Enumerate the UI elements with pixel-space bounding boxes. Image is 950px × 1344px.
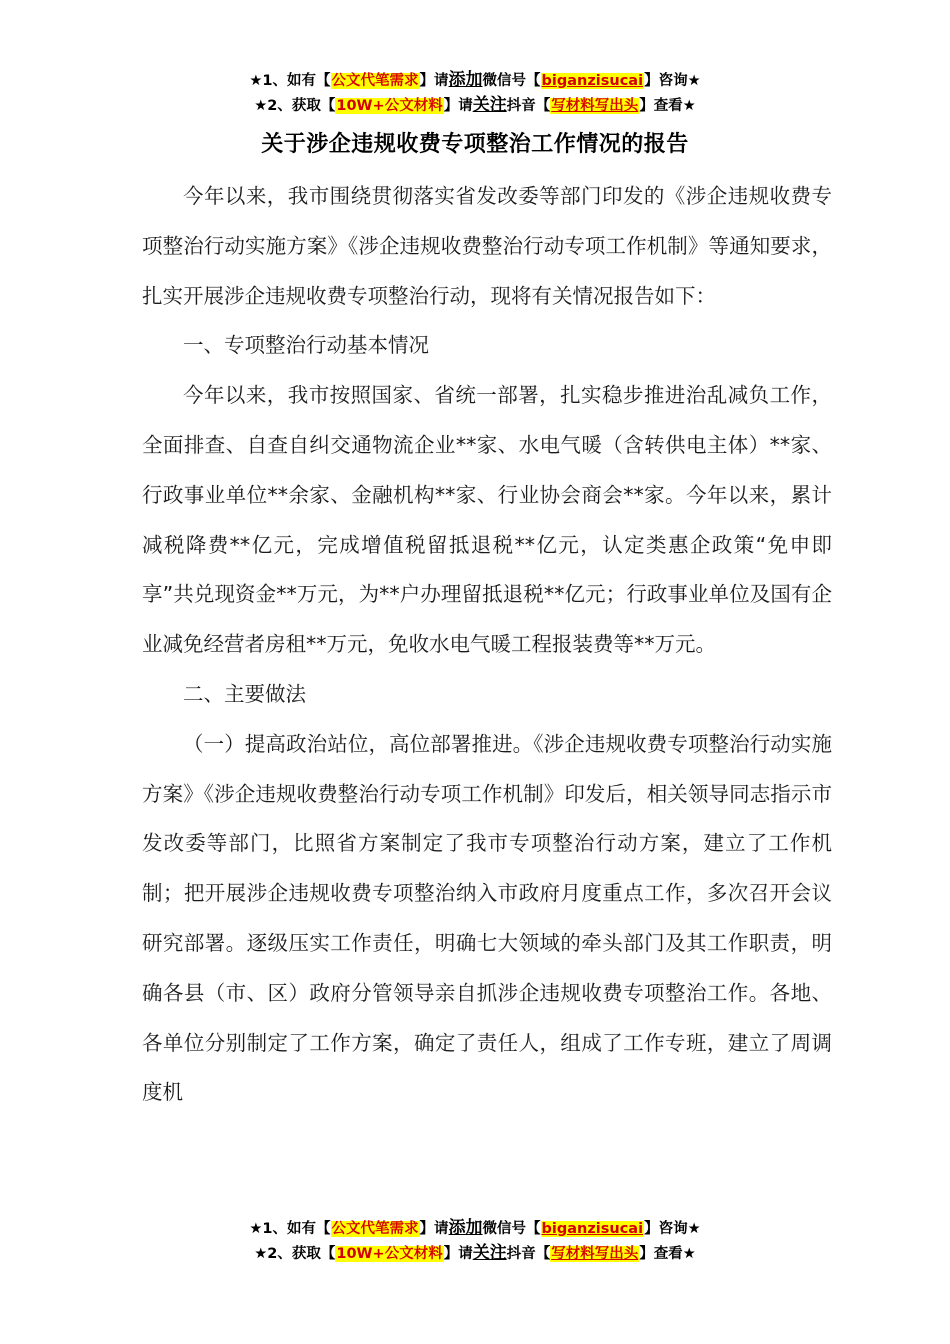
promo-text: 微信号【 [482, 73, 541, 89]
promo-highlight: 公文代笔需求 [331, 73, 419, 89]
wechat-id-highlight: biganzisucai [541, 73, 644, 89]
promo-line-2 [0, 93, 950, 118]
section-heading-1: 一、专项整治行动基本情况 [183, 333, 429, 358]
promo-text: 】请 [443, 98, 473, 114]
promo-text: 】查看★ [639, 1246, 696, 1262]
paragraph-basic-situation: 今年以来，我市按照国家、省统一部署，扎实稳步推进治乱减负工作，全面排查、自查自纠交通物流企业**家、水电气暖（含转供电主体）**家、行政事业单位**余家、金融机构**家、行业协会商会**家。今年以来，累计减税降费**亿元，完成增值税留抵退税**亿元，认定类惠企政策“免申即享”共兑现资金**万元，为**户办理留抵退税**亿元；行政事业单位及国有企业减免经营者房租**万元，免收水电气暖工程报装费等**万元。 [142, 383, 832, 657]
promo-text: 】请 [419, 73, 449, 89]
douyin-id-highlight: 写材料写出头 [551, 98, 639, 114]
promo-text: 抖音【 [506, 98, 551, 114]
star-glyph: ★ [254, 1246, 268, 1262]
document-body [142, 172, 832, 1118]
promo-line-2 [0, 1241, 950, 1266]
paragraph-intro: 今年以来，我市围绕贯彻落实省发改委等部门印发的《涉企违规收费专项整治行动实施方案》《涉企违规收费整治行动专项工作机制》等通知要求，扎实开展涉企违规收费专项整治行动，现将有关情况报告如下： [142, 184, 832, 308]
promo-text: 】咨询★ [644, 1221, 701, 1237]
promo-underlined: 关注 [472, 1243, 507, 1263]
bottom-promo-banner [0, 1216, 950, 1266]
star-glyph: ★ [254, 98, 268, 114]
star-glyph: ★ [249, 73, 263, 89]
promo-text: 】查看★ [639, 98, 696, 114]
promo-line-1 [0, 68, 950, 93]
promo-underlined: 关注 [472, 95, 507, 115]
promo-underlined: 添加 [448, 1218, 483, 1238]
promo-text: 2、获取【 [267, 98, 336, 114]
section-heading-2: 二、主要做法 [183, 681, 306, 706]
promo-text: 】咨询★ [644, 73, 701, 89]
promo-text: 2、获取【 [267, 1246, 336, 1262]
promo-text: 】请 [443, 1246, 473, 1262]
promo-text: 1、如有【 [262, 73, 331, 89]
wechat-id-highlight: biganzisucai [541, 1221, 644, 1237]
top-promo-banner [0, 68, 950, 118]
promo-highlight: 10W+公文材料 [336, 98, 443, 114]
promo-line-1 [0, 1216, 950, 1241]
promo-underlined: 添加 [448, 70, 483, 90]
star-glyph: ★ [249, 1221, 263, 1237]
promo-text: 1、如有【 [262, 1221, 331, 1237]
promo-highlight: 公文代笔需求 [331, 1221, 419, 1237]
promo-text: 】请 [419, 1221, 449, 1237]
document-title: 关于涉企违规收费专项整治工作情况的报告 [261, 132, 689, 157]
paragraph-measure-1: （一）提高政治站位，高位部署推进。《涉企违规收费专项整治行动实施方案》《涉企违规收费整治行动专项工作机制》印发后，相关领导同志指示市发改委等部门，比照省方案制定了我市专项整治行动方案，建立了工作机制；把开展涉企违规收费专项整治纳入市政府月度重点工作，多次召开会议研究部署。逐级压实工作责任，明确七大领域的牵头部门及其工作职责，明确各县（市、区）政府分管领导亲自抓涉企违规收费专项整治工作。各地、各单位分别制定了工作方案，确定了责任人，组成了工作专班，建立了周调度机 [142, 731, 832, 1105]
promo-text: 微信号【 [482, 1221, 541, 1237]
promo-highlight: 10W+公文材料 [336, 1246, 443, 1262]
promo-text: 抖音【 [506, 1246, 551, 1262]
douyin-id-highlight: 写材料写出头 [551, 1246, 639, 1262]
